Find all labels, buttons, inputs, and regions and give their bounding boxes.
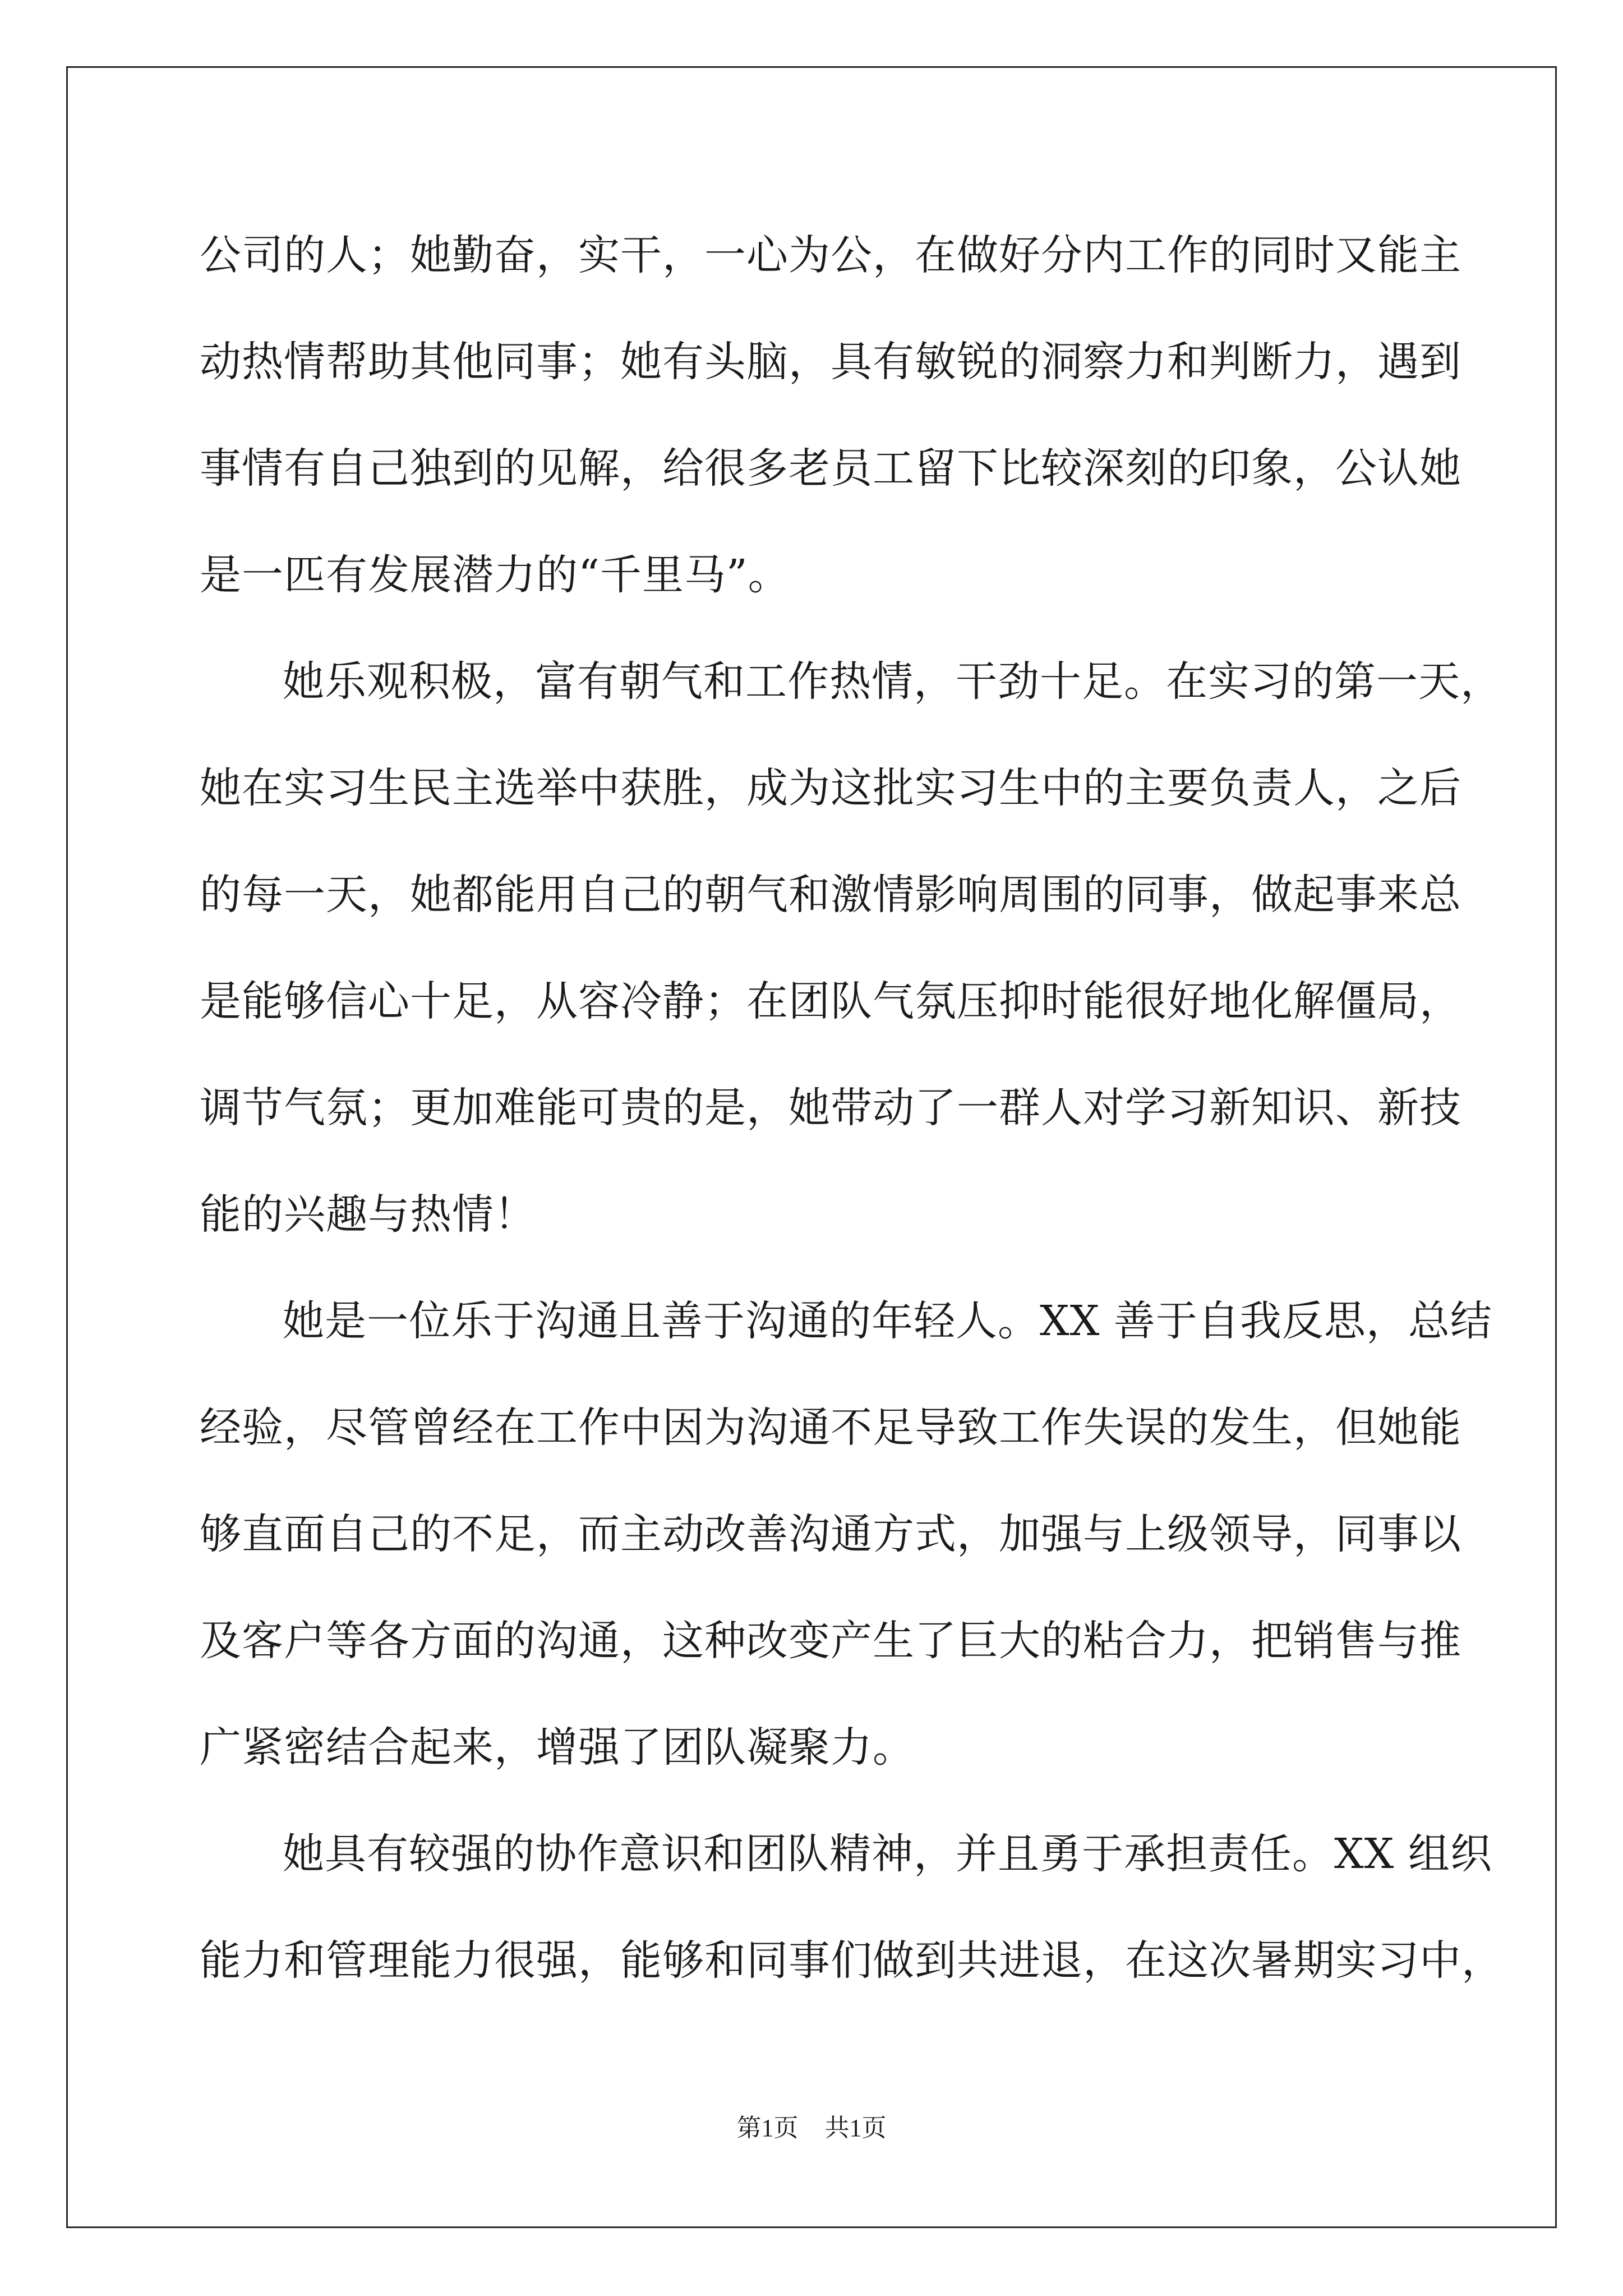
text-line: 是一匹有发展潜力的“千里马”。 (200, 551, 790, 599)
paragraph-start-line: 她是一位乐于沟通且善于沟通的年轻人。XX 善于自我反思，总结 (283, 1297, 1492, 1345)
page-number-total: 共1页 (824, 2114, 887, 2142)
text-line: 调节气氛；更加难能可贵的是，她带动了一群人对学习新知识、新技 (200, 1084, 1461, 1132)
text-line: 及客户等各方面的沟通，这种改变产生了巨大的粘合力，把销售与推 (200, 1617, 1461, 1665)
page-number-current: 第1页 (736, 2114, 799, 2142)
page-footer (0, 2108, 1623, 2143)
paragraph-start-line: 她具有较强的协作意识和团队精神，并且勇于承担责任。XX 组织 (283, 1830, 1492, 1878)
text-line: 能的兴趣与热情！ (200, 1190, 536, 1239)
text-line: 的每一天，她都能用自己的朝气和激情影响周围的同事，做起事来总 (200, 871, 1461, 919)
text-line: 广紧密结合起来，增强了团队凝聚力。 (200, 1723, 915, 1772)
text-line: 她在实习生民主选举中获胜，成为这批实习生中的主要负责人，之后 (200, 764, 1461, 812)
text-line: 够直面自己的不足，而主动改善沟通方式，加强与上级领导，同事以 (200, 1510, 1461, 1558)
text-line: 动热情帮助其他同事；她有头脑，具有敏锐的洞察力和判断力，遇到 (200, 338, 1461, 386)
text-line: 公司的人；她勤奋，实干，一心为公，在做好分内工作的同时又能主 (200, 231, 1461, 279)
text-line: 是能够信心十足，从容冷静；在团队气氛压抑时能很好地化解僵局， (200, 977, 1461, 1025)
text-line: 能力和管理能力很强，能够和同事们做到共进退，在这次暑期实习中， (200, 1936, 1504, 1985)
document-body (200, 202, 1504, 2014)
paragraph-start-line: 她乐观积极，富有朝气和工作热情，干劲十足。在实习的第一天， (283, 657, 1502, 706)
text-line: 事情有自己独到的见解，给很多老员工留下比较深刻的印象，公认她 (200, 444, 1461, 493)
text-line: 经验，尽管曾经在工作中因为沟通不足导致工作失误的发生，但她能 (200, 1404, 1461, 1452)
